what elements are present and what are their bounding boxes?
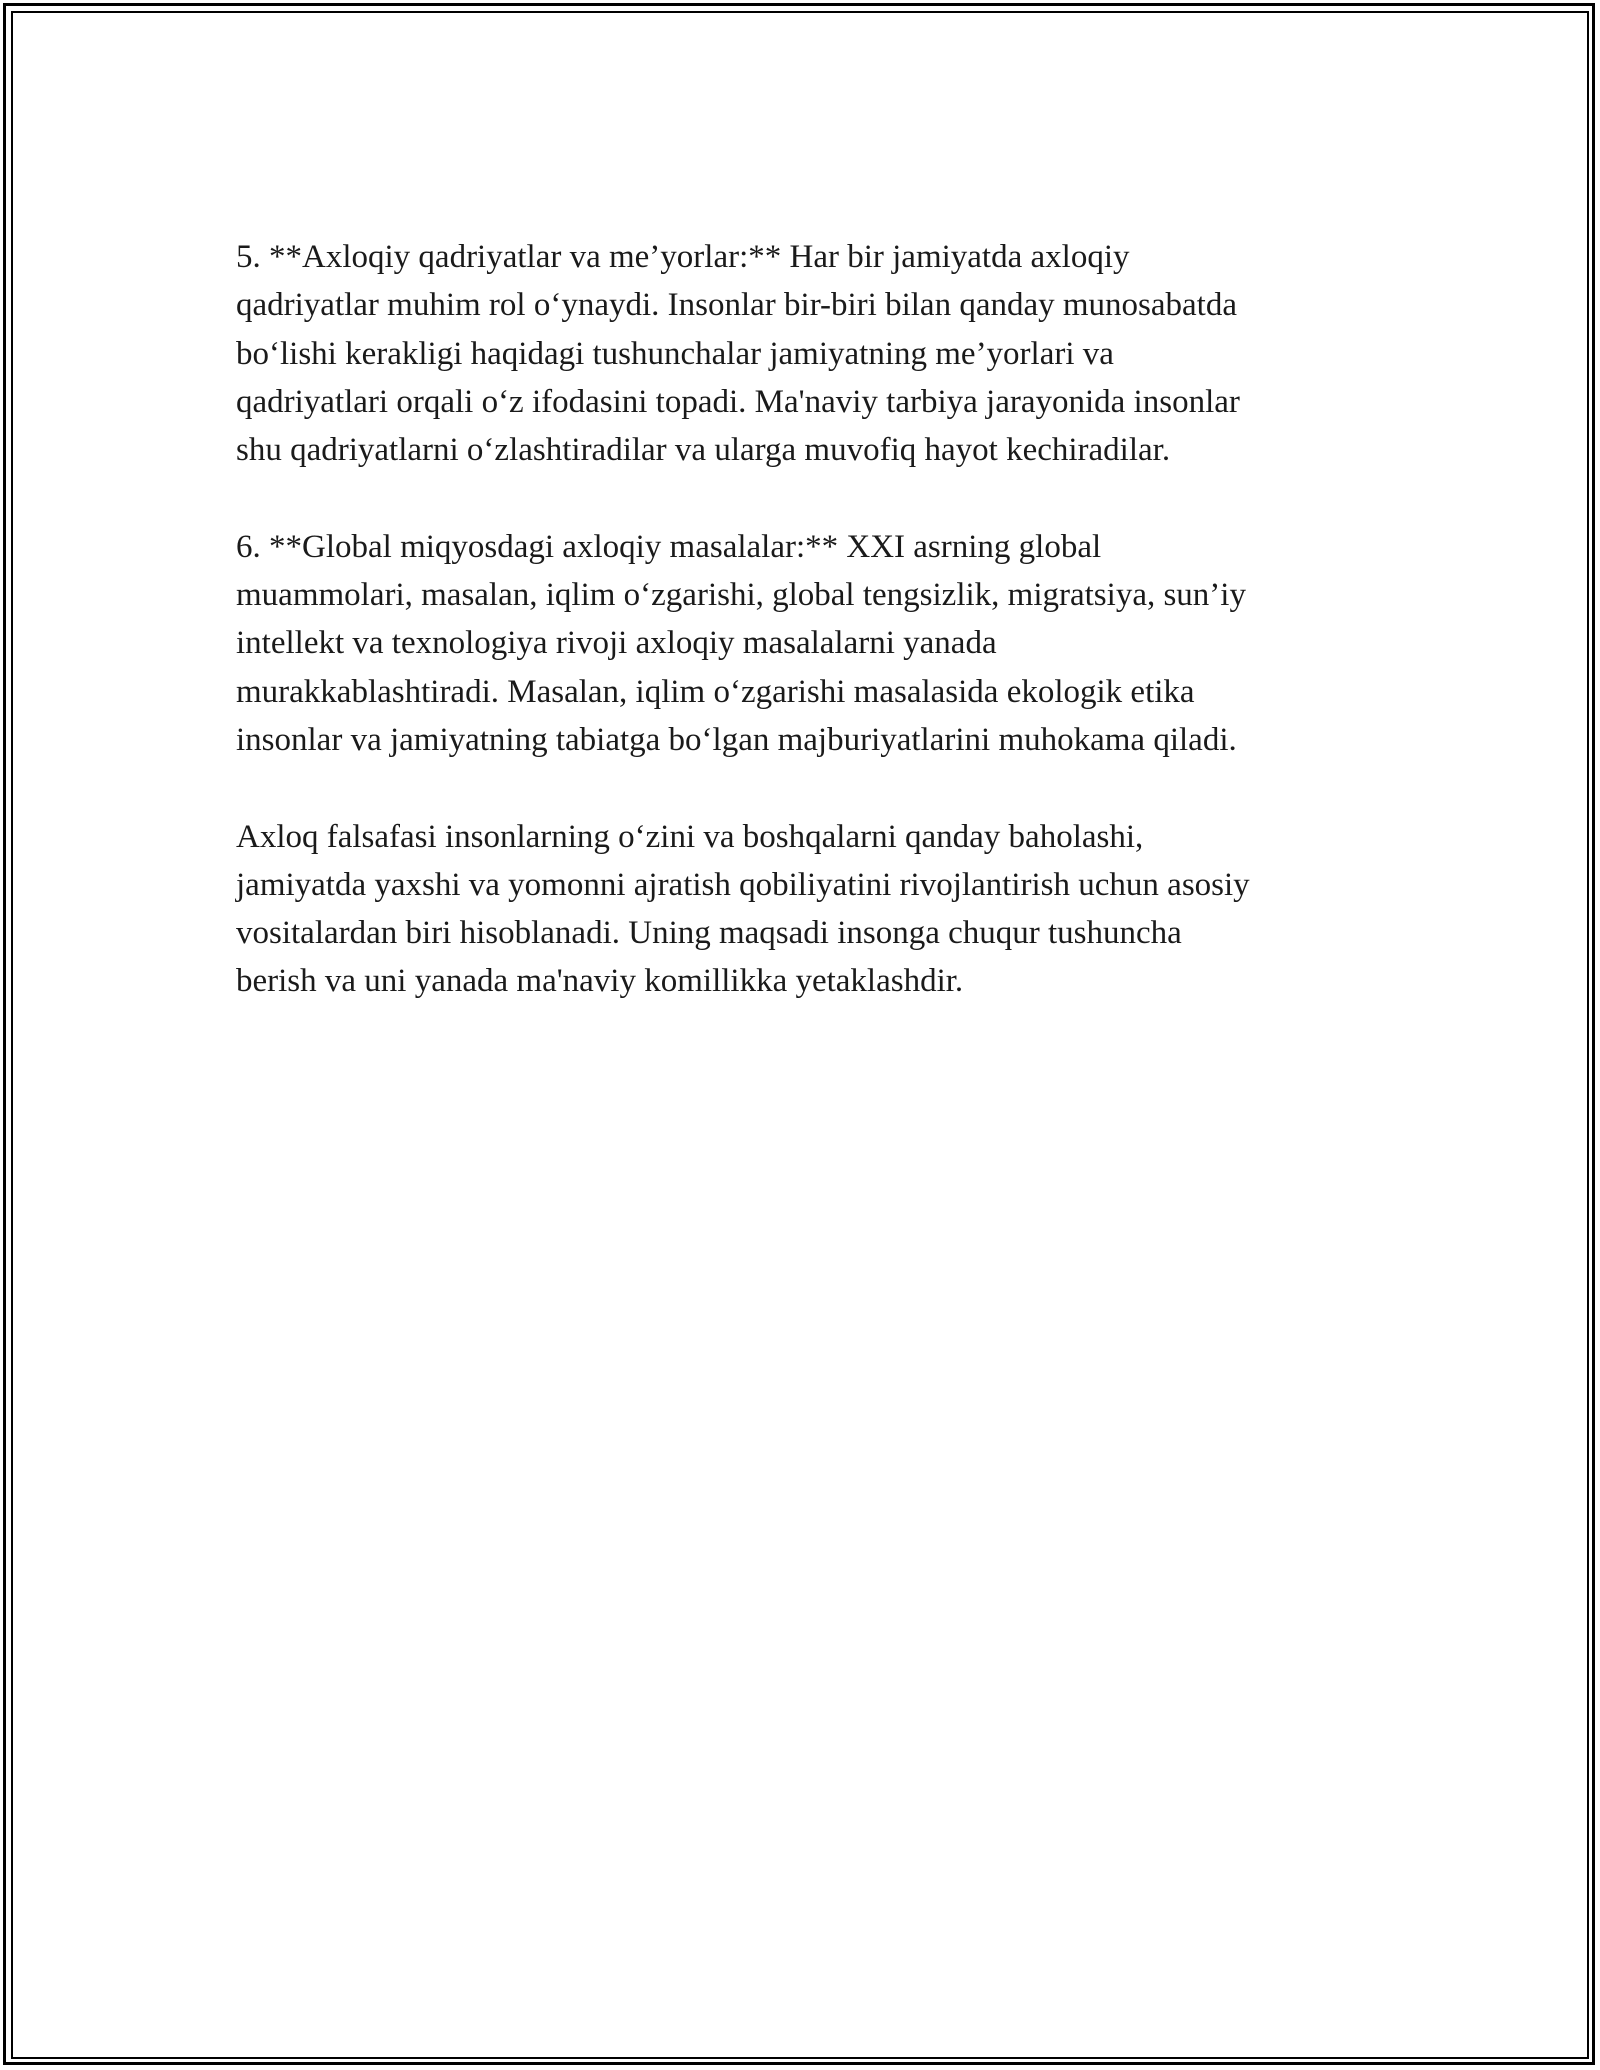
text-line: jamiyatda yaxshi va yomonni ajratish qobiliyatini rivojlantirish uchun asosiy [236,866,1250,903]
text-line: Axloq falsafasi insonlarning o‘zini va boshqalarni qanday baholashi, [236,818,1144,855]
paragraph-conclusion [236,813,1366,1006]
text-line: intellekt va texnologiya rivoji axloqiy masalalarni yanada [236,625,997,662]
text-line: vositalardan biri hisoblanadi. Uning maqsadi insonga chuqur tushuncha [236,915,1182,952]
text-line: qadriyatlar muhim rol o‘ynaydi. Insonlar bir-biri bilan qanday munosabatda [236,287,1237,324]
paragraph-global-issues [236,523,1366,764]
text-line: shu qadriyatlarni o‘zlashtiradilar va ularga muvofiq hayot kechiradilar. [236,432,1171,469]
text-line: bo‘lishi kerakligi haqidagi tushunchalar jamiyatning me’yorlari va [236,335,1114,372]
text-line: qadriyatlari orqali o‘z ifodasini topadi. Ma'naviy tarbiya jarayonida insonlar [236,383,1240,420]
paragraph-values-norms [236,233,1366,474]
text-line: 5. **Axloqiy qadriyatlar va me’yorlar:** Har bir jamiyatda axloqiy [236,239,1130,275]
text-line: muammolari, masalan, iqlim o‘zgarishi, global tengsizlik, migratsiya, sun’iy [236,577,1246,614]
document-body [236,233,1366,1054]
text-line: berish va uni yanada ma'naviy komillikka yetaklashdir. [236,963,964,1000]
text-line: insonlar va jamiyatning tabiatga bo‘lgan majburiyatlarini muhokama qiladi. [236,721,1237,758]
text-line: murakkablashtiradi. Masalan, iqlim o‘zgarishi masalasida ekologik etika [236,673,1195,710]
text-line: 6. **Global miqyosdagi axloqiy masalalar:** XXI asrning global [236,528,1102,565]
